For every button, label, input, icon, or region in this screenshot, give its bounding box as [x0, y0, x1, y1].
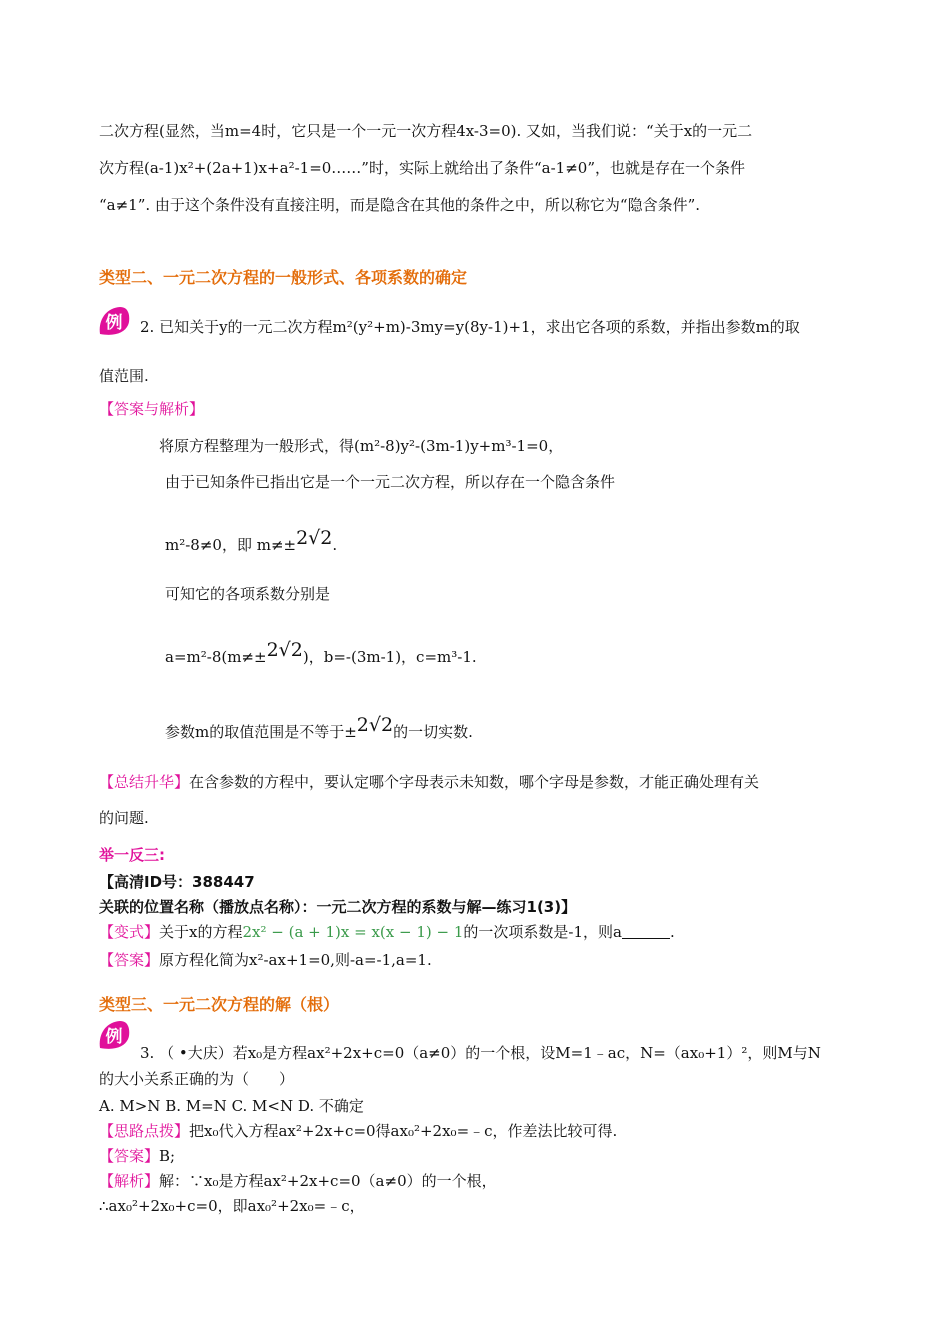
- analysis-line-1: [99, 1171, 497, 1191]
- practice-answer-line: [99, 950, 432, 970]
- variant-end: .: [669, 923, 675, 941]
- intro-line-3: “a≠1”. 由于这个条件没有直接注明，而是隐含在其他的条件之中，所以称它为“隐含条件”.: [99, 196, 701, 214]
- hd-id-line: 【高清ID号：388447: [99, 873, 255, 891]
- variant-line: [99, 922, 675, 942]
- analysis-tag: 【解析】: [99, 1172, 160, 1190]
- answer-line-5-text: a=m²-8(m≠±: [165, 648, 267, 666]
- answer-line-3: [165, 527, 338, 555]
- answer-analysis-tag: 【答案与解析】: [99, 400, 205, 418]
- answer-line-4: 可知它的各项系数分别是: [165, 585, 331, 603]
- section-2-title: 类型二、一元二次方程的一般形式、各项系数的确定: [99, 268, 468, 287]
- answer-line-6-text: 参数m的取值范围是不等于±: [165, 723, 357, 741]
- section-3-title: 类型三、一元二次方程的解（根）: [99, 995, 340, 1014]
- practice-answer-text: 原方程化简为x²-ax+1=0,则-a=-1,a=1.: [159, 951, 432, 969]
- answer-line-1: 将原方程整理为一般形式，得(m²-8)y²-(3m-1)y+m³-1=0，: [159, 437, 564, 455]
- radical-2-root-2: 2√2: [296, 527, 333, 549]
- variant-tag: 【变式】: [99, 923, 160, 941]
- analysis-text: 解：∵x₀是方程ax²+2x+c=0（a≠0）的一个根，: [159, 1172, 497, 1190]
- example-badge-icon: [96, 1018, 132, 1054]
- hint-text: 把x₀代入方程ax²+2x+c=0得ax₀²+2x₀=﹣c，作差法比较可得.: [189, 1122, 618, 1140]
- analysis-line-2: ∴ax₀²+2x₀+c=0，即ax₀²+2x₀=﹣c，: [99, 1197, 365, 1215]
- link-line: 关联的位置名称（播放点名称）：一元二次方程的系数与解—练习1(3)】: [99, 898, 577, 916]
- example-badge-label: 例: [105, 313, 123, 333]
- practice-title: 举一反三:: [99, 846, 165, 864]
- answer-line-5-end: )，b=-(3m-1)，c=m³-1.: [302, 648, 477, 666]
- summary-text: 在含参数的方程中，要认定哪个字母表示未知数，哪个字母是参数，才能正确处理有关: [189, 773, 760, 791]
- variant-equation: 2x² − (a + 1)x = x(x − 1) − 1: [242, 923, 464, 941]
- variant-question: 的一次项系数是-1，则a: [463, 923, 622, 941]
- summary-line-2: 的问题.: [99, 809, 149, 827]
- hint-line: [99, 1121, 617, 1141]
- answer-blank: [622, 924, 670, 939]
- example-badge-icon: [96, 304, 132, 340]
- answer-line-6: [165, 714, 473, 742]
- question-3-options: A. M>N B. M=N C. M<N D. 不确定: [99, 1097, 364, 1115]
- variant-text: 关于x的方程: [159, 923, 243, 941]
- radical-2-root-2: 2√2: [356, 714, 394, 736]
- answer-line-6-end: 的一切实数.: [393, 723, 473, 741]
- intro-line-1: 二次方程(显然，当m=4时，它只是一个一元一次方程4x-3=0). 又如，当我们说：“关于x的一元二: [99, 122, 753, 140]
- question-2-line-2: 值范围.: [99, 367, 149, 385]
- radical-2-root-2: 2√2: [266, 639, 303, 661]
- question-3-line-2: 的大小关系正确的为（ ）: [99, 1070, 295, 1088]
- hint-tag: 【思路点拨】: [99, 1122, 190, 1140]
- summary-tag: 【总结升华】: [99, 773, 190, 791]
- practice-answer-tag: 【答案】: [99, 951, 160, 969]
- answer-line-3-end: .: [332, 536, 338, 554]
- answer-3-tag: 【答案】: [99, 1147, 160, 1165]
- question-3-line-1: 3. （ •大庆）若x₀是方程ax²+2x+c=0（a≠0）的一个根，设M=1﹣ac，N=（ax₀+1）²，则M与N: [140, 1044, 821, 1062]
- answer-line-2: 由于已知条件已指出它是一个一元二次方程，所以存在一个隐含条件: [165, 473, 616, 491]
- example-badge-label: 例: [105, 1027, 123, 1047]
- question-2-line-1: 2. 已知关于y的一元二次方程m²(y²+m)-3my=y(8y-1)+1，求出它各项的系数，并指出参数m的取: [140, 318, 800, 336]
- answer-line-3-text: m²-8≠0，即 m≠±: [165, 536, 297, 554]
- answer-3-line: [99, 1146, 175, 1166]
- answer-line-5: [165, 639, 477, 667]
- intro-line-2: 次方程(a-1)x²+(2a+1)x+a²-1=0……”时，实际上就给出了条件“a-1≠0”，也就是存在一个条件: [99, 159, 745, 177]
- answer-3-text: B;: [159, 1147, 176, 1165]
- summary-line-1: [99, 772, 759, 792]
